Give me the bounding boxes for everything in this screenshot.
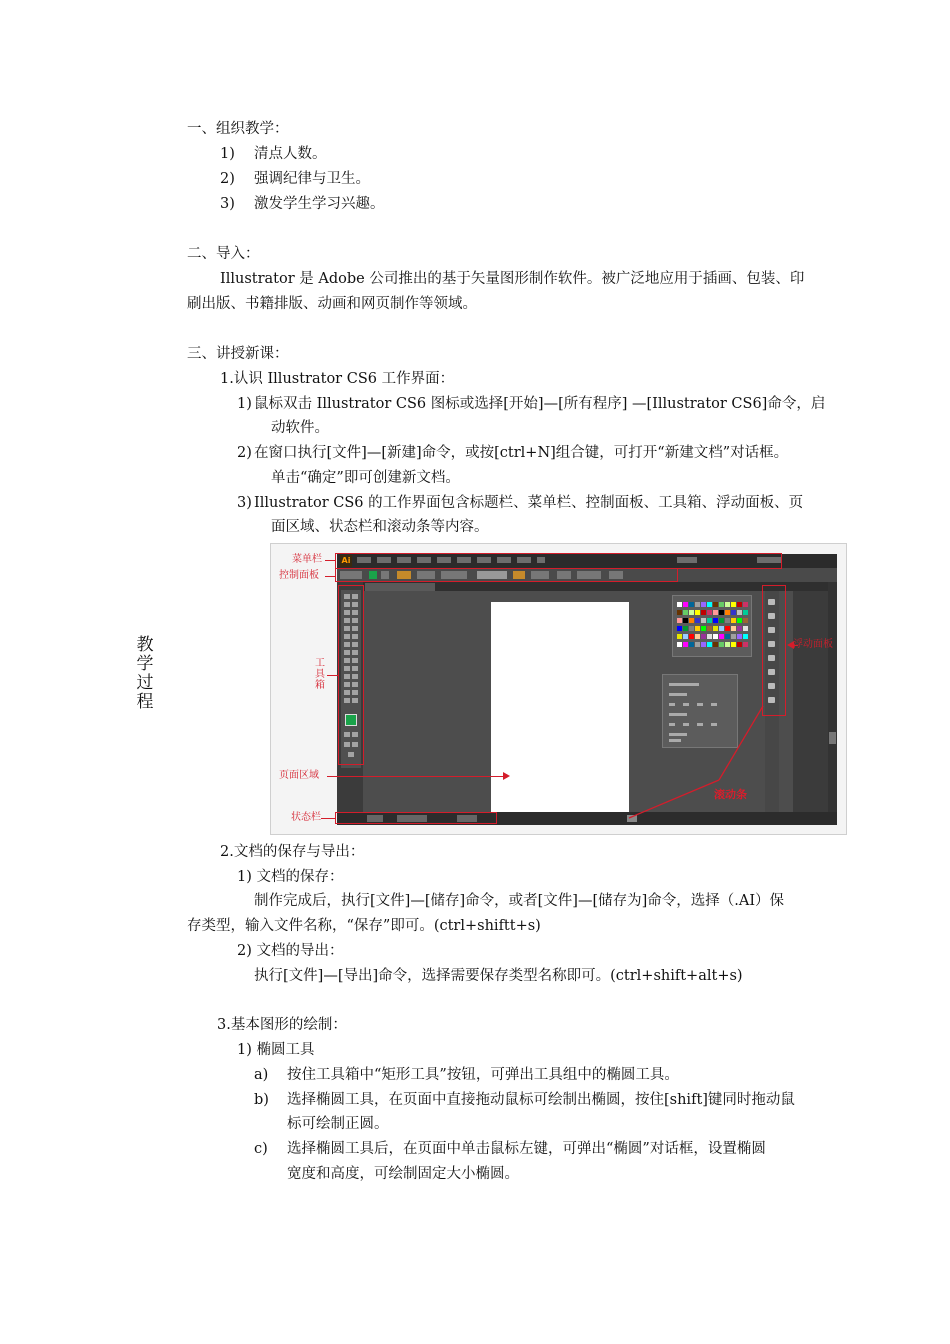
list-item-number: a) — [254, 1067, 269, 1083]
export-paragraph-line1: 执行[文件]—[导出]命令，选择需要保存类型名称即可。(ctrl+shift+alt+s) — [254, 968, 743, 984]
scrollbar-leader-lines — [271, 544, 846, 834]
list-item-text: 清点人数。 — [254, 146, 327, 162]
save-paragraph-line1: 制作完成后，执行[文件]—[储存]命令，或者[文件]—[储存为]命令，选择（.AI）保 — [254, 893, 785, 909]
item-title-ellipse-tool: 1) 椭圆工具 — [237, 1042, 315, 1058]
list-item-text: 在窗口执行[文件]—[新建]命令，或按[ctrl+N]组合键，可打开“新建文档”对话框。 — [254, 445, 789, 461]
list-item-number: 3) — [237, 495, 252, 511]
item-title-export: 2) 文档的导出： — [237, 943, 344, 959]
list-item-text: 动软件。 — [271, 420, 329, 436]
list-item-number: 1) — [237, 396, 252, 412]
section-heading-intro: 二、导入： — [187, 246, 260, 262]
ai-logo-icon: Ai — [341, 556, 351, 565]
list-item-text: 选择椭圆工具，在页面中直接拖动鼠标可绘制出椭圆，按住[shift]键同时拖动鼠 — [287, 1092, 795, 1108]
subsection-title-save-export: 2.文档的保存与导出： — [220, 844, 365, 860]
list-item-number: 2) — [220, 171, 235, 187]
subsection-title-interface: 1.认识 Illustrator CS6 工作界面： — [220, 371, 455, 387]
label-page-area: 页面区域 — [279, 770, 319, 781]
item-title-save: 1) 文档的保存： — [237, 869, 344, 885]
illustrator-interface-figure — [270, 543, 847, 835]
label-scrollbar: 滚动条 — [714, 788, 747, 801]
list-item-text: 单击“确定”即可创建新文档。 — [271, 470, 460, 486]
list-item-text: Illustrator CS6 的工作界面包含标题栏、菜单栏、控制面板、工具箱、浮动面板、页 — [254, 495, 804, 511]
list-item-text: 面区域、状态栏和滚动条等内容。 — [271, 519, 489, 535]
section-heading-new-lesson: 三、讲授新课： — [187, 346, 289, 362]
list-item-number: 2) — [237, 445, 252, 461]
label-toolbox: 工具箱 — [315, 658, 325, 691]
list-item-number: 1) — [220, 146, 235, 162]
intro-paragraph-line1: Illustrator 是 Adobe 公司推出的基于矢量图形制作软件。被广泛地应用于插画、包装、印 — [220, 271, 805, 287]
section-heading-organize: 一、组织教学： — [187, 121, 289, 137]
side-label-teaching-process: 教学过程 — [136, 635, 154, 712]
list-item-text: 选择椭圆工具后，在页面中单击鼠标左键，可弹出“椭圆”对话框，设置椭圆 — [287, 1141, 766, 1157]
list-item-number: b) — [254, 1092, 269, 1108]
leader-line — [719, 706, 763, 780]
list-item-text: 强调纪律与卫生。 — [254, 171, 370, 187]
intro-paragraph-line2: 刷出版、书籍排版、动画和网页制作等领域。 — [187, 296, 477, 312]
subsection-title-basic-shapes: 3.基本图形的绘制： — [217, 1017, 347, 1033]
label-control-panel: 控制面板 — [279, 570, 319, 581]
list-item-text: 标可绘制正圆。 — [287, 1116, 389, 1132]
save-paragraph-line2: 存类型，输入文件名称，“保存”即可。(ctrl+shiftt+s) — [187, 918, 541, 934]
label-menubar: 菜单栏 — [292, 554, 322, 565]
label-status-bar: 状态栏 — [291, 812, 321, 823]
list-item-number: c) — [254, 1141, 268, 1157]
list-item-text: 宽度和高度，可绘制固定大小椭圆。 — [287, 1166, 519, 1182]
list-item-text: 按住工具箱中“矩形工具”按钮，可弹出工具组中的椭圆工具。 — [287, 1067, 679, 1083]
list-item-number: 3) — [220, 196, 235, 212]
list-item-text: 激发学生学习兴趣。 — [254, 196, 385, 212]
label-floating-panel: 浮动面板 — [793, 639, 833, 650]
list-item-text: 鼠标双击 Illustrator CS6 图标或选择[开始]—[所有程序] —[Illustrator CS6]命令，启 — [254, 396, 826, 412]
leader-line — [629, 780, 719, 818]
